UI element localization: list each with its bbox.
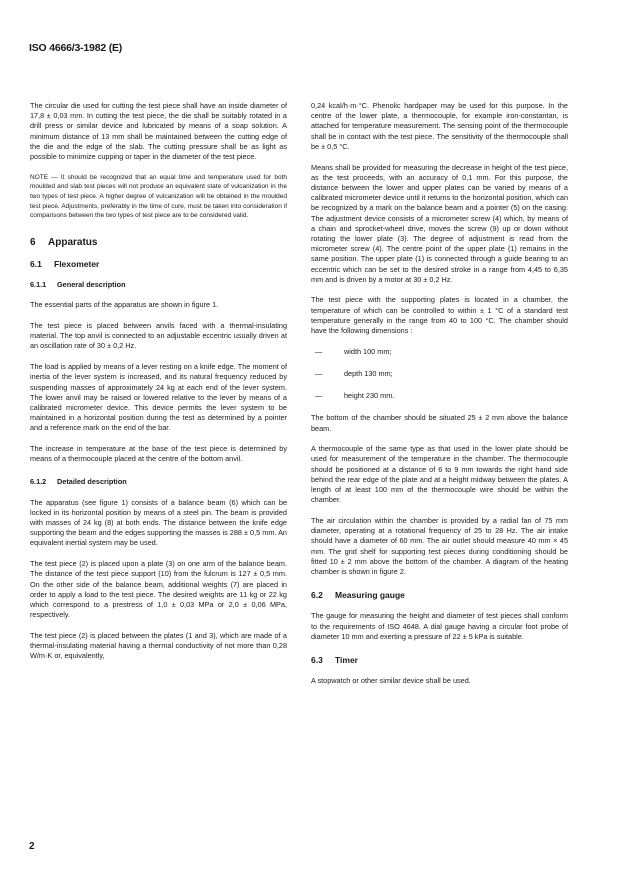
air-circulation-paragraph: The air circulation within the chamber is provided by a radial fan of 75 mm diameter, operating at a rotational frequency of 25 to 28 Hz. The air intake should have a diameter of 60 mm. The air outlet should measure 40 mm × 45 mm. The grid shelf for supporting test pieces during conditioning should be fitted 10 ± 2 mm above the bottom of the chamber. A diagram of the heating chamber is shown in figure 2. [311,516,568,577]
detail-paragraph-3: The test piece (2) is placed between the plates (1 and 3), which are made of a thermal-insulating material having a thermal conductivity of not more than 0,28 W/m·K or, equivalently, [30,630,287,661]
timer-paragraph: A stopwatch or other similar device shall be used. [311,676,471,686]
dash-bullet: — [315,391,323,401]
section-6-heading [30,238,287,248]
general-paragraph-4: The increase in temperature at the base of the test piece is determined by means of a thermocouple placed at the centre of the bottom anvil. [30,444,287,464]
chamber-thermocouple-paragraph: A thermocouple of the same type as that used in the lower plate should be used for measurement of the temperature in the chamber. The thermocouple should be positioned at a distance of 6 to 9 mm towards the right hand side behind the rear edge of the plate and at a height midway between the plates. A length of at least 100 mm of the thermocouple wire should be within the chamber. [311,444,568,505]
section-title: Detailed description [57,477,127,487]
section-number: 6.1.1 [30,280,47,290]
section-number: 6.1 [30,258,42,269]
list-item [311,369,568,379]
section-title: Measuring gauge [335,590,405,601]
section-number: 6.1.2 [30,477,47,487]
gauge-paragraph: The gauge for measuring the height and diameter of test pieces shall conform to the requirements of ISO 4648. A dial gauge having a circular foot probe of diameter 10 mm and exerting a pressure of 22 ± 5 kPa is suitable. [311,611,568,641]
section-6-1-2-heading [30,477,287,487]
general-paragraph-1: The essential parts of the apparatus are shown in figure 1. [30,300,219,310]
document-header: ISO 4666/3-1982 (E) [29,42,123,54]
list-item [311,347,568,357]
section-6-2-heading [311,590,568,600]
dash-bullet: — [315,368,323,378]
section-6-3-heading [311,655,568,665]
chamber-paragraph: The test piece with the supporting plates is located in a chamber, the temperature of which can be controlled to within ± 1 °C of a standard test temperature generally in the range from 40 to 100 °C. The chamber should have the following dimensions : [311,295,568,336]
section-number: 6.2 [311,590,323,601]
section-number: 6 [30,236,36,248]
right-column [311,101,568,697]
height-measurement-paragraph: Means shall be provided for measuring the decrease in height of the test piece, as the test proceeds, with an accuracy of 0,1 mm. For this purpose, the distance between the lower and upper plates can be varied by means of a calibrated micrometer device until it returns to the horizontal position, which can be recognized by a mark on the balance beam and a pointer (5) on the casing. The adjustment device consists of a micrometer screw (4) which, by means of a chain and sprocket-wheel drive, moves the screw (9) up or down without rotating the lower plate (3). The degree of adjustment is read from the micrometer screw (4). The centre point of the upper plate (1) remains in the same position. The upper plate (1) is connected through a guide bearing to an eccentric which can be set to the desired stroke in a range from 4,45 to 6,35 mm and is driven by a motor at 30 ± 0,2 Hz. [311,162,568,284]
list-item-text: depth 130 mm; [344,368,393,378]
list-item-text: height 230 mm. [344,391,395,401]
page-number: 2 [29,841,35,852]
general-paragraph-2: The test piece is placed between anvils faced with a thermal-insulating material. The top anvil is connected to an adjustable eccentric usually driven at an oscillation rate of 30 ± 0,2 Hz. [30,321,287,351]
general-paragraph-3: The load is applied by means of a lever resting on a knife edge. The moment of inertia of the lever system is increased, and its natural frequency reduced by suspending masses of approximately 24 kg at each end of the lever system. The lower anvil may be raised or lowered relative to the lever by means of a calibrated micrometer device. This device permits the lever system to be maintained in a horizontal position during the test as determined by a pointer and a reference mark on the end of the bar. [30,362,287,433]
chamber-bottom-paragraph: The bottom of the chamber should be situated 25 ± 2 mm above the balance beam. [311,413,568,433]
section-number: 6.3 [311,655,323,666]
detail-paragraph-1: The apparatus (see figure 1) consists of a balance beam (6) which can be locked in its horizontal position by means of a steel pin. The beam is provided with masses of 24 kg (8) at both ends. The distance between the knife edge supporting the beam and the edges supporting the masses is 288 ± 0,5 mm. An equivalent inertial system may be used. [30,497,287,548]
section-title: Apparatus [48,236,98,248]
intro-paragraph: The circular die used for cutting the test piece shall have an inside diameter of 17,8 ± 0,03 mm. In cutting the test piece, the die shall be suitably rotated in a drill press or similar device and lubricated by means of a soap solution. A minimum distance of 13 mm shall be maintained between the cutting edge of the die and the edge of the slab. The cutting pressure shall be as light as possible to minimize cupping or taper in the diameter of the test piece. [30,101,287,162]
section-title: General description [57,280,126,290]
detail-paragraph-2: The test piece (2) is placed upon a plate (3) on one arm of the balance beam. The distance of the test piece support (10) from the fulcrum is 127 ± 0,5 mm. On the other side of the balance beam, additional weights (7) are placed in order to apply a load to the test piece. The desired weights are 11 kg or 22 kg which correspond to a prestress of 1,0 ± 0,03 MPa or 2,0 ± 0,06 MPa, respectively. [30,559,287,620]
section-title: Timer [335,655,358,666]
chamber-dimensions-list [311,347,568,402]
dash-bullet: — [315,346,323,356]
thermal-conductivity-paragraph: 0,24 kcal/h·m·°C. Phenolic hardpaper may be used for this purpose. In the centre of the lower plate, a thermocouple, for example iron-constantan, is attached for temperature measurement. The sensing point of the thermocouple shall be in contact with the test piece. The sensitivity of the thermocouple shall be ± 0,5 °C. [311,101,568,151]
vulcanization-note: NOTE — It should be recognized that an equal time and temperature used for both moulded and slab test pieces will not produce an equivalent state of vulcanization in the two types of test piece. A higher degree of vulcanization will be obtained in the moulded test piece. Adjustments, preferably in the time of cure, must be taken into consideration if comparisons between the two types of test piece are to be considered valid. [30,173,287,220]
list-item-text: width 100 mm; [344,346,392,356]
section-title: Flexometer [54,258,100,269]
section-6-1-heading [30,259,287,269]
list-item [311,391,568,401]
section-6-1-1-heading [30,280,287,290]
left-column [30,101,287,672]
